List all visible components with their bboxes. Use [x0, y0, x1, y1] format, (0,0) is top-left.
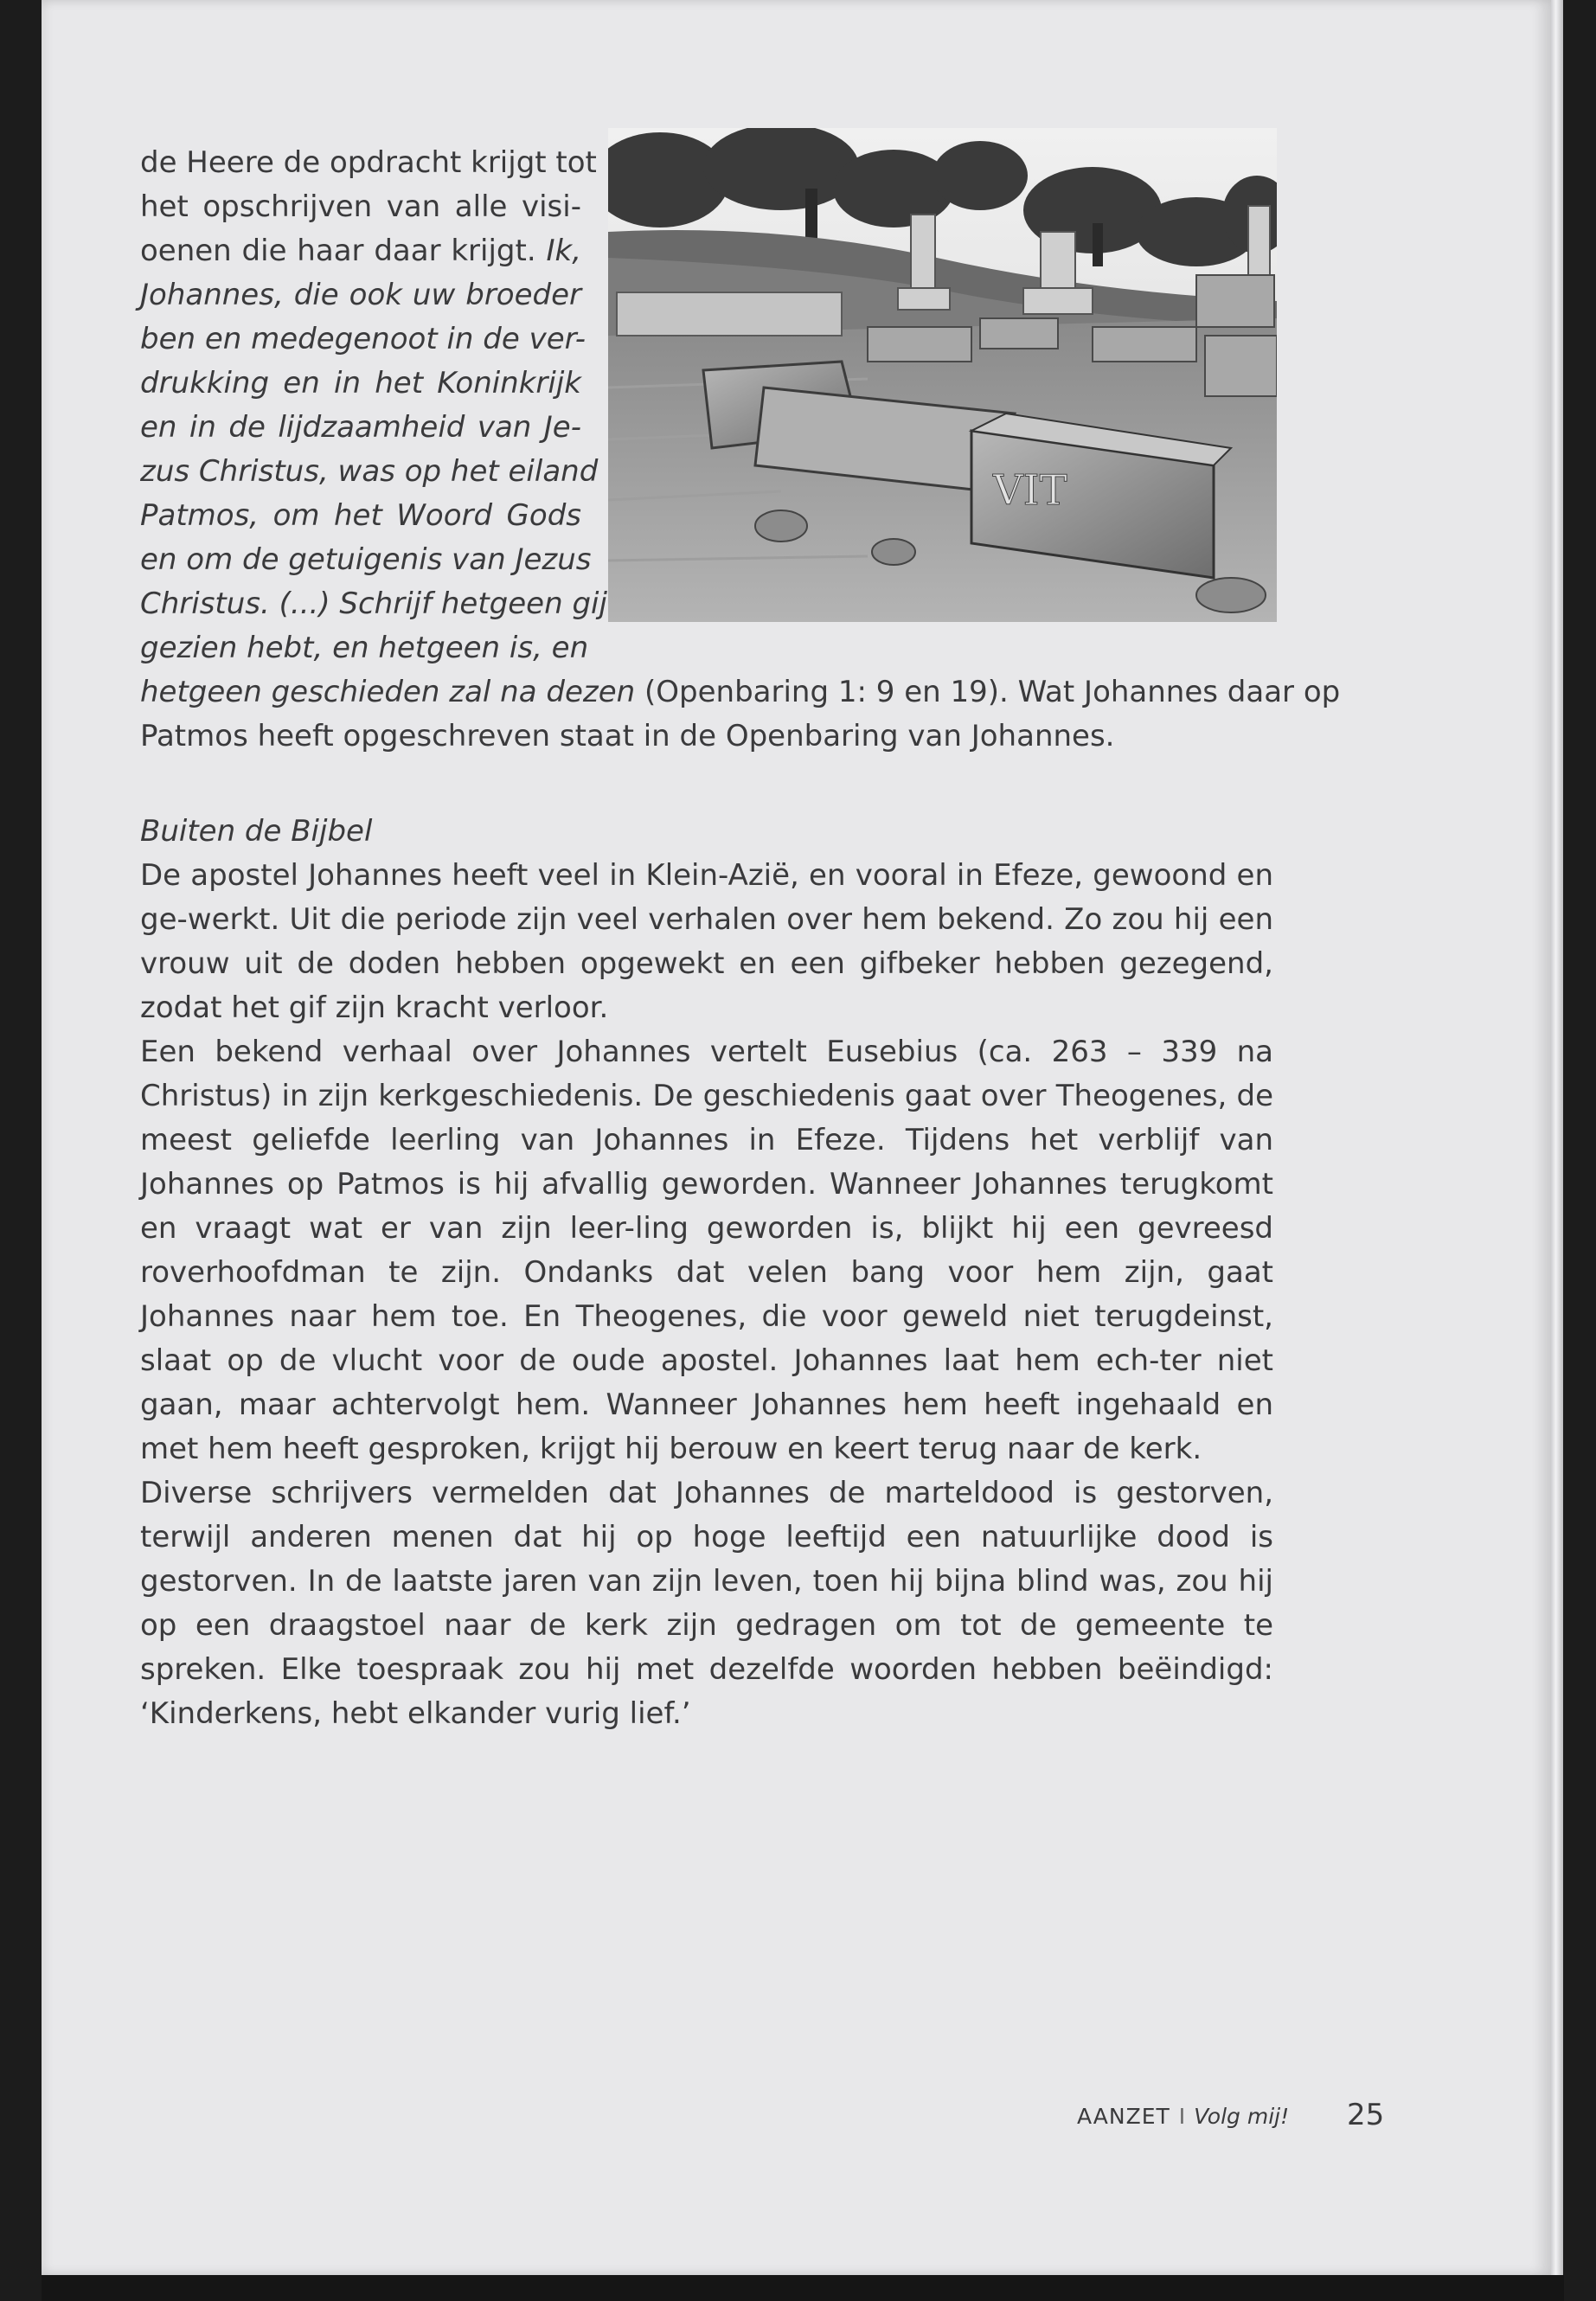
paragraph: De apostel Johannes heeft veel in Klein-Azië, en vooral in Efeze, gewoond en ge-werkt. Uit die periode zijn veel verhalen over hem bekend. Zo zou hij een vrouw uit de doden hebben opgewekt en een gifbeker hebben gezegend, zodat het gif zijn kracht verloor. [140, 858, 1273, 1025]
section-buiten-de-bijbel [140, 810, 1273, 1736]
wrap-line: ben en medegenoot in de ver- [140, 322, 586, 356]
wrapped-text-block [140, 141, 607, 670]
wrap-line: de Heere de opdracht krijgt tot [140, 145, 597, 180]
wrap-line: drukking en in het Koninkrijk [140, 366, 581, 401]
page-number: 25 [1347, 2098, 1385, 2132]
ruins-photo [608, 128, 1277, 622]
inscription-text: VIT [993, 466, 1067, 515]
wrap-line: en in de lijdzaamheid van Je- [140, 410, 581, 445]
paragraph: Diverse schrijvers vermelden dat Johannes de marteldood is gestorven, terwijl anderen menen dat hij op hoge leeftijd een natuurlijke dood is gestorven. In de laatste jaren van zijn leven, toen hij bijna blind was, zou hij op een draagstoel naar de kerk zijn gedragen om tot de gemeente te spreken. Elke toespraak zou hij met dezelfde woorden hebben beëindigd: ‘Kinderkens, hebt elkander vurig lief.’ [140, 1476, 1273, 1731]
page-footer [1077, 2098, 1385, 2132]
footer-brand: AANZET [1077, 2104, 1170, 2129]
wrap-line: en om de getuigenis van Jezus [140, 542, 592, 577]
wrap-line: zus Christus, was op het eiland [140, 454, 599, 489]
paragraph: Een bekend verhaal over Johannes vertelt Eusebius (ca. 263 – 339 na Christus) in zijn kerkgeschiedenis. De geschiedenis gaat over Theogenes, de meest geliefde leerling van Johannes in Efeze. Tijdens het verblijf van Johannes op Patmos is hij afvallig geworden. Wanneer Johannes terugkomt en vraagt wat er van zijn leer-ling geworden is, blijkt hij een gevreesd roverhoofdman te zijn. Ondanks dat velen bang voor hem zijn, gaat Johannes naar hem toe. En Theogenes, die voor geweld niet terugdeinst, slaat op de vlucht voor de oude apostel. Johannes laat hem ech-ter niet gaan, maar achtervolgt hem. Wanneer Johannes hem heeft ingehaald en met hem heeft gesproken, krijgt hij berouw en keert terug naar de kerk. [140, 1035, 1273, 1466]
wrap-line: oenen die haar daar krijgt. Ik, [140, 234, 582, 268]
wrap-line: het opschrijven van alle visi- [140, 189, 581, 224]
footer-tagline: Volg mij! [1194, 2104, 1290, 2129]
footer-separator: I [1178, 2104, 1186, 2129]
wrap-line: Johannes, die ook uw broeder [140, 278, 581, 312]
wrap-line: Patmos, om het Woord Gods [140, 498, 581, 533]
quote-end-line: hetgeen geschieden zal na dezen (Openbaring 1: 9 en 19). Wat Johannes daar op [140, 675, 1341, 709]
paragraph-end-line: Patmos heeft opgeschreven staat in de Openbaring van Johannes. [140, 719, 1115, 753]
section-heading: Buiten de Bijbel [140, 814, 373, 849]
page-edge [1551, 0, 1563, 2275]
ruins-illustration [608, 128, 1277, 622]
wrap-line: gezien hebt, en hetgeen is, en [140, 631, 589, 665]
page-bottom-shadow [42, 2275, 1564, 2301]
wrap-line: Christus. (...) Schrijf hetgeen gij [140, 586, 607, 621]
